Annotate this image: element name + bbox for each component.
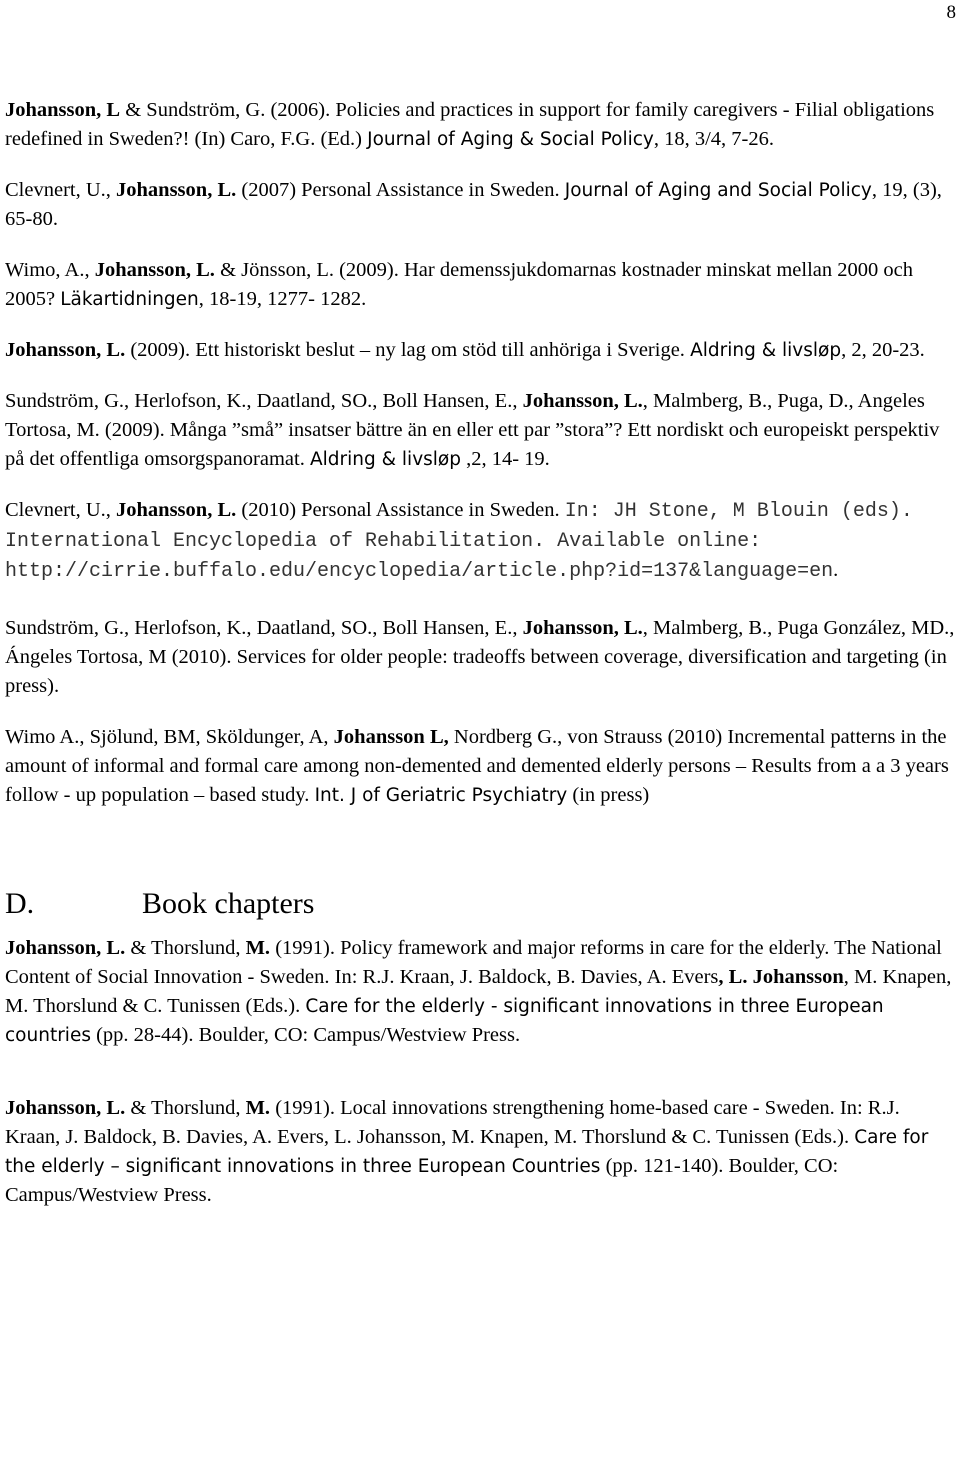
reference-text: & Jönsson, L. (2009). Har demenssjukdomarnas kostnader minskat mellan 2000 och 2005?: [5, 259, 913, 310]
reference-text: (2007) Personal Assistance in Sweden.: [236, 179, 565, 201]
section-letter: D.: [5, 887, 35, 920]
reference-text: & Thorslund,: [125, 937, 246, 959]
reference-entry: [5, 256, 957, 314]
author-name: Johansson, L.: [116, 499, 237, 521]
author-name: Johansson, L.: [94, 259, 215, 281]
reference-text: , Malmberg, B., Puga, D., Angeles Tortosa, M. (2009). Många ”små” insatser bättre än en eller ett par ”stora”? Ett nordiskt och europeiskt perspektiv på det offentliga omsorgspanoramat.: [5, 390, 940, 470]
reference-text: (2010) Personal Assistance in Sweden.: [236, 499, 565, 521]
author-name: Johansson, L.: [522, 390, 643, 412]
reference-text: Wimo, A.,: [5, 259, 95, 281]
reference-entry: [5, 723, 957, 810]
book-chapter-list: [5, 934, 957, 1210]
author-name: Johansson, L.: [116, 179, 237, 201]
publication-title: Läkartidningen: [60, 289, 199, 310]
reference-text: Clevnert, U.,: [5, 179, 117, 201]
publication-title: Care for the elderly - significant innovations in three European countries: [5, 996, 884, 1046]
reference-entry: [5, 336, 957, 365]
publication-title: Journal of Aging & Social Policy: [367, 129, 654, 150]
reference-text: (1991). Local innovations strengthening home-based care - Sweden. In: R.J. Kraan, J. Baldock, B. Davies, A. Evers, L. Johansson, M. Knapen, M. Thorslund & C. Tunissen (Eds.).: [5, 1097, 900, 1148]
reference-text: Sundström, G., Herlofson, K., Daatland, SO., Boll Hansen, E.,: [5, 617, 523, 639]
reference-text: (1991). Policy framework and major reforms in care for the elderly. The National Content of Social Innovation - Sweden. In: R.J. Kraan, J. Baldock, B. Davies, A. Evers: [5, 937, 942, 988]
publication-title: Int. J of Geriatric Psychiatry: [314, 785, 568, 806]
reference-text: ,2, 14- 19.: [460, 448, 550, 470]
reference-entry: [5, 1094, 957, 1210]
reference-text: Clevnert, U.,: [5, 499, 117, 521]
reference-text: , 19, (3), 65-80.: [5, 179, 942, 230]
reference-entry: [5, 614, 957, 701]
author-name: Johansson, L.: [5, 1097, 126, 1119]
publication-title: Aldring & livsløp: [690, 340, 842, 361]
online-source: In: JH Stone, M Blouin (eds). International Encyclopedia of Rehabilitation. Available online: http://cirrie.buffalo.edu/encyclopedia/article.php?id=137&language=en: [5, 500, 913, 583]
author-name: M.: [245, 1097, 271, 1119]
reference-text: & Sundström, G. (2006). Policies and practices in support for family caregivers - Filial obligations redefined in Sweden?! (In) Caro, F.G. (Ed.): [5, 99, 935, 150]
journal-article-list: [5, 96, 957, 810]
publication-title: Aldring & livsløp: [309, 449, 461, 470]
page-number: 8: [946, 2, 956, 23]
reference-text: , Malmberg, B., Puga González, MD., Ángeles Tortosa, M (2010). Services for older people: tradeoffs between coverage, diversification and targeting (in press).: [5, 617, 955, 697]
reference-text: , 2, 20-23.: [841, 339, 925, 361]
reference-text: , M. Knapen, M. Thorslund & C. Tunissen (Eds.).: [5, 966, 952, 1017]
reference-text: (pp. 121-140). Boulder, CO: Campus/Westview Press.: [5, 1155, 839, 1206]
reference-text: Wimo A., Sjölund, BM, Sköldunger, A,: [5, 726, 334, 748]
reference-text: Nordberg G., von Strauss (2010) Incremental patterns in the amount of informal and formal care among non-demented and demented elderly persons – Results from a a 3 years follow - up population – based study.: [5, 726, 949, 806]
reference-entry: [5, 934, 957, 1050]
reference-entry: [5, 96, 957, 154]
publication-title: Journal of Aging and Social Policy: [564, 180, 872, 201]
author-name: Johansson, L.: [5, 937, 126, 959]
author-name: Johansson, L.: [522, 617, 643, 639]
reference-text: (2009). Ett historiskt beslut – ny lag om stöd till anhöriga i Sverige.: [125, 339, 691, 361]
author-name: Johansson, L.: [5, 339, 126, 361]
reference-text: .: [833, 559, 839, 581]
reference-entry: [5, 176, 957, 234]
reference-entry: [5, 387, 957, 474]
section-heading: [5, 886, 957, 922]
document-body: [5, 96, 957, 1232]
reference-text: , 18-19, 1277- 1282.: [198, 288, 367, 310]
author-name: Johansson, L: [5, 99, 121, 121]
reference-entry: [5, 496, 957, 586]
section-title: Book chapters: [142, 887, 315, 920]
reference-text: (in press): [567, 784, 650, 806]
author-name: , L. Johansson: [718, 966, 844, 988]
reference-text: (pp. 28-44). Boulder, CO: Campus/Westview Press.: [90, 1024, 521, 1046]
author-name: M.: [245, 937, 271, 959]
reference-text: Sundström, G., Herlofson, K., Daatland, SO., Boll Hansen, E.,: [5, 390, 523, 412]
publication-title: Care for the elderly – significant innovations in three European Countries: [5, 1127, 929, 1177]
reference-text: , 18, 3/4, 7-26.: [653, 128, 774, 150]
author-name: Johansson L,: [333, 726, 449, 748]
reference-text: & Thorslund,: [125, 1097, 246, 1119]
